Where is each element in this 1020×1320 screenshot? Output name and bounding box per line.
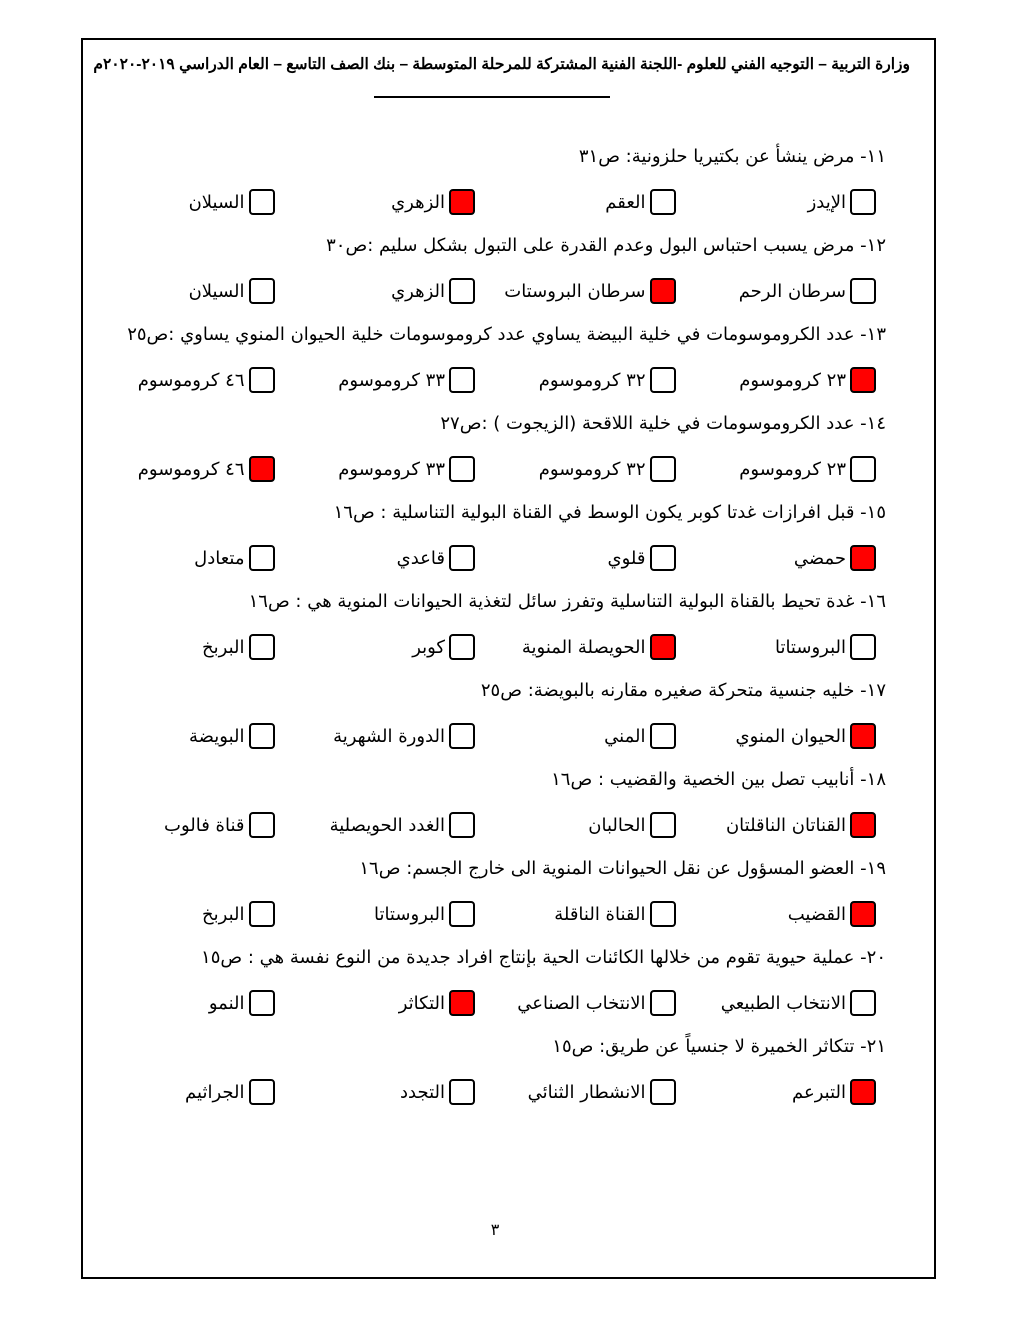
answer-option[interactable] bbox=[285, 541, 486, 575]
checkbox-checked[interactable] bbox=[850, 901, 876, 927]
answer-options bbox=[84, 185, 886, 219]
answer-option[interactable] bbox=[84, 363, 285, 397]
answer-option[interactable] bbox=[485, 808, 686, 842]
checkbox[interactable] bbox=[249, 278, 275, 304]
answer-options bbox=[84, 541, 886, 575]
option-label: متعادل bbox=[194, 547, 245, 569]
page-header: وزارة التربية – التوجيه الفني للعلوم -اللجنة الفنية المشتركة للمرحلة المتوسطة – بنك الصف التاسع – العام الدراسي ٢٠١٩-٢٠٢٠م bbox=[93, 56, 910, 73]
answer-option[interactable] bbox=[285, 630, 486, 664]
question-text: ١٨- أنابيب تصل بين الخصية والقضيب : ص١٦ bbox=[551, 769, 886, 790]
option-label: ٣٢ كروموسوم bbox=[538, 369, 646, 391]
checkbox[interactable] bbox=[449, 545, 475, 571]
answer-option[interactable] bbox=[84, 808, 285, 842]
option-label: العقم bbox=[605, 191, 646, 213]
option-label: قلوي bbox=[607, 547, 646, 569]
answer-options bbox=[84, 897, 886, 931]
option-label: ٣٣ كروموسوم bbox=[338, 369, 445, 391]
answer-option[interactable] bbox=[686, 541, 887, 575]
checkbox[interactable] bbox=[650, 1079, 676, 1105]
option-label: التبرعم bbox=[792, 1081, 846, 1103]
option-label: القناتان الناقلتان bbox=[725, 814, 846, 836]
question-text: ١١- مرض ينشأ عن بكتيريا حلزونية: ص٣١ bbox=[578, 146, 886, 167]
answer-option[interactable] bbox=[485, 630, 686, 664]
answer-option[interactable] bbox=[485, 1075, 686, 1109]
checkbox[interactable] bbox=[650, 901, 676, 927]
checkbox-checked[interactable] bbox=[449, 189, 475, 215]
option-label: التجدد bbox=[400, 1081, 445, 1103]
checkbox[interactable] bbox=[449, 1079, 475, 1105]
checkbox[interactable] bbox=[249, 990, 275, 1016]
checkbox-checked[interactable] bbox=[850, 812, 876, 838]
question-14 bbox=[84, 405, 886, 494]
checkbox[interactable] bbox=[449, 367, 475, 393]
option-label: الجراثيم bbox=[185, 1081, 245, 1103]
checkbox[interactable] bbox=[850, 990, 876, 1016]
checkbox[interactable] bbox=[249, 545, 275, 571]
checkbox[interactable] bbox=[650, 990, 676, 1016]
answer-option[interactable] bbox=[84, 1075, 285, 1109]
checkbox-checked[interactable] bbox=[850, 367, 876, 393]
option-label: المني bbox=[604, 725, 646, 747]
page-number: ٣ bbox=[490, 1220, 500, 1239]
option-label: الانتخاب الطبيعي bbox=[720, 992, 846, 1014]
answer-option[interactable] bbox=[84, 541, 285, 575]
option-label: الغدد الحويصلية bbox=[329, 814, 445, 836]
option-label: حمضي bbox=[793, 547, 846, 569]
answer-option[interactable] bbox=[485, 986, 686, 1020]
option-label: الحالبان bbox=[588, 814, 646, 836]
option-label: سرطان البروستات bbox=[504, 280, 646, 302]
option-label: القضيب bbox=[787, 903, 846, 925]
answer-options bbox=[84, 363, 886, 397]
question-20 bbox=[84, 939, 886, 1028]
header-underline bbox=[374, 96, 610, 98]
option-label: البربخ bbox=[202, 636, 245, 658]
checkbox[interactable] bbox=[449, 456, 475, 482]
answer-options bbox=[84, 808, 886, 842]
question-text: ١٢- مرض يسبب احتباس البول وعدم القدرة على التبول بشكل سليم :ص٣٠ bbox=[326, 235, 886, 256]
checkbox-checked[interactable] bbox=[850, 1079, 876, 1105]
option-label: البويضة bbox=[189, 725, 245, 747]
answer-option[interactable] bbox=[485, 541, 686, 575]
answer-option[interactable] bbox=[285, 185, 486, 219]
answer-options bbox=[84, 986, 886, 1020]
question-text: ٢١- تتكاثر الخميرة لا جنسياً عن طريق: ص١٥ bbox=[552, 1036, 886, 1057]
option-label: الانشطار الثنائي bbox=[527, 1081, 646, 1103]
checkbox[interactable] bbox=[449, 278, 475, 304]
answer-option[interactable] bbox=[285, 808, 486, 842]
question-13 bbox=[84, 316, 886, 405]
checkbox[interactable] bbox=[449, 723, 475, 749]
option-label: ٣٢ كروموسوم bbox=[538, 458, 646, 480]
option-label: قاعدي bbox=[396, 547, 445, 569]
option-label: السيلان bbox=[188, 280, 245, 302]
answer-option[interactable] bbox=[84, 630, 285, 664]
answer-option[interactable] bbox=[84, 274, 285, 308]
checkbox-checked[interactable] bbox=[650, 634, 676, 660]
option-label: الانتخاب الصناعي bbox=[517, 992, 646, 1014]
option-label: الزهري bbox=[391, 280, 445, 302]
question-text: ١٩- العضو المسؤول عن نقل الحيوانات المنوية الى خارج الجسم: ص١٦ bbox=[359, 858, 886, 879]
answer-option[interactable] bbox=[84, 719, 285, 753]
question-16 bbox=[84, 583, 886, 672]
checkbox[interactable] bbox=[650, 189, 676, 215]
checkbox[interactable] bbox=[249, 723, 275, 749]
question-15 bbox=[84, 494, 886, 583]
checkbox[interactable] bbox=[449, 901, 475, 927]
answer-option[interactable] bbox=[84, 452, 285, 486]
answer-option[interactable] bbox=[285, 719, 486, 753]
answer-option[interactable] bbox=[686, 274, 887, 308]
question-text: ١٧- خليه جنسية متحركة صغيره مقارنه بالبويضة: ص٢٥ bbox=[480, 680, 886, 701]
option-label: ٣٣ كروموسوم bbox=[338, 458, 445, 480]
answer-option[interactable] bbox=[686, 719, 887, 753]
answer-option[interactable] bbox=[686, 452, 887, 486]
question-18 bbox=[84, 761, 886, 850]
option-label: البروستاتا bbox=[774, 636, 846, 658]
checkbox[interactable] bbox=[249, 367, 275, 393]
checkbox-checked[interactable] bbox=[650, 278, 676, 304]
question-17 bbox=[84, 672, 886, 761]
checkbox-checked[interactable] bbox=[249, 456, 275, 482]
answer-option[interactable] bbox=[485, 363, 686, 397]
answer-option[interactable] bbox=[485, 185, 686, 219]
checkbox-checked[interactable] bbox=[449, 990, 475, 1016]
question-11 bbox=[84, 138, 886, 227]
option-label: الحويصلة المنوية bbox=[521, 636, 646, 658]
answer-option[interactable] bbox=[485, 274, 686, 308]
answer-option[interactable] bbox=[485, 897, 686, 931]
answer-options bbox=[84, 630, 886, 664]
answer-option[interactable] bbox=[285, 897, 486, 931]
answer-option[interactable] bbox=[686, 808, 887, 842]
checkbox[interactable] bbox=[249, 1079, 275, 1105]
answer-option[interactable] bbox=[285, 274, 486, 308]
checkbox-checked[interactable] bbox=[850, 545, 876, 571]
option-label: سرطان الرحم bbox=[738, 280, 846, 302]
option-label: الزهري bbox=[391, 191, 445, 213]
question-12 bbox=[84, 227, 886, 316]
question-19 bbox=[84, 850, 886, 939]
question-list bbox=[84, 138, 886, 1117]
checkbox[interactable] bbox=[650, 367, 676, 393]
option-label: ٢٣ كروموسوم bbox=[739, 458, 846, 480]
checkbox[interactable] bbox=[249, 189, 275, 215]
option-label: ٤٦ كروموسوم bbox=[137, 458, 245, 480]
checkbox[interactable] bbox=[650, 812, 676, 838]
answer-option[interactable] bbox=[686, 986, 887, 1020]
answer-option[interactable] bbox=[485, 452, 686, 486]
answer-option[interactable] bbox=[285, 363, 486, 397]
option-label: البروستاتا bbox=[373, 903, 445, 925]
checkbox[interactable] bbox=[850, 278, 876, 304]
checkbox[interactable] bbox=[850, 189, 876, 215]
answer-option[interactable] bbox=[686, 1075, 887, 1109]
option-label: الإيدز bbox=[807, 191, 846, 213]
checkbox[interactable] bbox=[650, 456, 676, 482]
answer-option[interactable] bbox=[84, 185, 285, 219]
checkbox-checked[interactable] bbox=[850, 723, 876, 749]
answer-option[interactable] bbox=[686, 363, 887, 397]
option-label: قناة فالوب bbox=[164, 814, 245, 836]
option-label: ٤٦ كروموسوم bbox=[137, 369, 245, 391]
option-label: الحيوان المنوي bbox=[735, 725, 846, 747]
checkbox[interactable] bbox=[449, 634, 475, 660]
answer-options bbox=[84, 719, 886, 753]
answer-option[interactable] bbox=[485, 719, 686, 753]
checkbox[interactable] bbox=[249, 634, 275, 660]
checkbox[interactable] bbox=[449, 812, 475, 838]
answer-option[interactable] bbox=[686, 185, 887, 219]
answer-option[interactable] bbox=[84, 986, 285, 1020]
option-label: الدورة الشهرية bbox=[333, 725, 445, 747]
option-label: القناة الناقلة bbox=[554, 903, 646, 925]
checkbox[interactable] bbox=[850, 634, 876, 660]
option-label: السيلان bbox=[188, 191, 245, 213]
checkbox[interactable] bbox=[650, 545, 676, 571]
question-text: ١٤- عدد الكروموسومات في خلية اللاقحة (الزيجوت ) :ص٢٧ bbox=[440, 413, 886, 434]
answer-options bbox=[84, 452, 886, 486]
checkbox[interactable] bbox=[850, 456, 876, 482]
answer-options bbox=[84, 1075, 886, 1109]
answer-option[interactable] bbox=[285, 452, 486, 486]
option-label: البربخ bbox=[202, 903, 245, 925]
answer-option[interactable] bbox=[285, 986, 486, 1020]
question-text: ١٥- قبل افرازات غدتا كوبر يكون الوسط في القناة البولية التناسلية : ص١٦ bbox=[333, 502, 886, 523]
question-text: ١٣- عدد الكروموسومات في خلية البيضة يساوي عدد كروموسومات خلية الحيوان المنوي يساوي :ص٢٥ bbox=[127, 324, 886, 345]
answer-option[interactable] bbox=[285, 1075, 486, 1109]
answer-option[interactable] bbox=[686, 897, 887, 931]
option-label: التكاثر bbox=[398, 992, 445, 1014]
checkbox[interactable] bbox=[249, 812, 275, 838]
option-label: ٢٣ كروموسوم bbox=[739, 369, 846, 391]
question-21 bbox=[84, 1028, 886, 1117]
answer-option[interactable] bbox=[84, 897, 285, 931]
question-text: ١٦- غدة تحيط بالقناة البولية التناسلية وتفرز سائل لتغذية الحيوانات المنوية هي : ص١٦ bbox=[248, 591, 886, 612]
answer-option[interactable] bbox=[686, 630, 887, 664]
option-label: النمو bbox=[208, 992, 245, 1014]
checkbox[interactable] bbox=[650, 723, 676, 749]
question-text: ٢٠- عملية حيوية تقوم من خلالها الكائنات الحية بإنتاج افراد جديدة من النوع نفسة هي : ص١٥ bbox=[201, 947, 886, 968]
answer-options bbox=[84, 274, 886, 308]
option-label: كوبر bbox=[412, 636, 445, 658]
checkbox[interactable] bbox=[249, 901, 275, 927]
